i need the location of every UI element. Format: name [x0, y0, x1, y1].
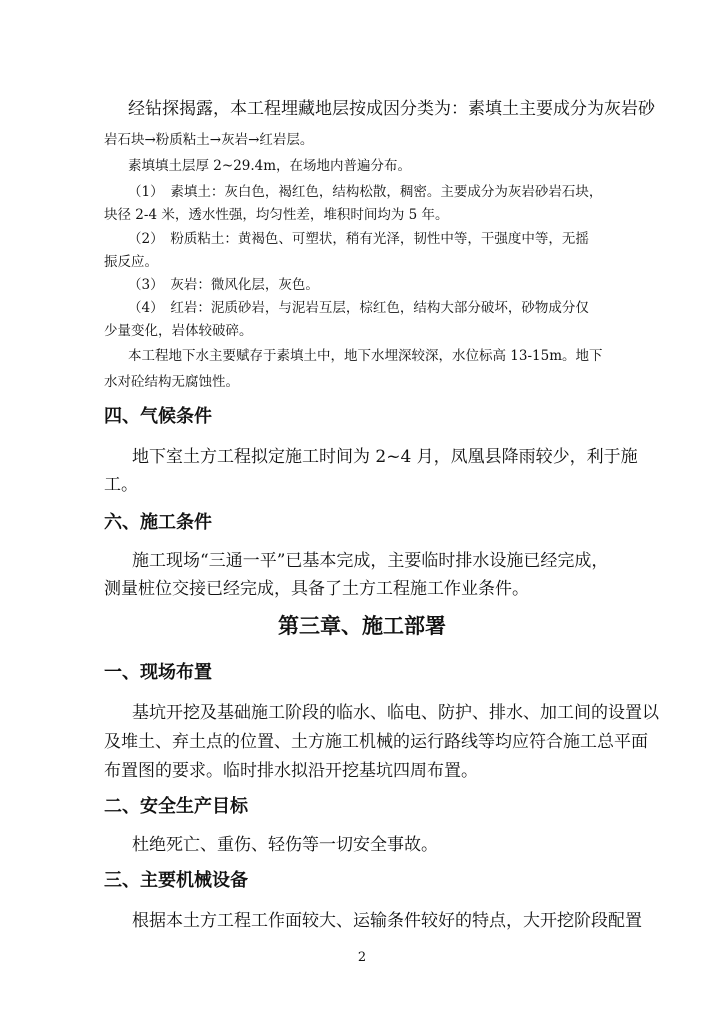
paragraph-line: 根据本土方工程工作面较大、运输条件较好的特点，大开挖阶段配置 — [132, 911, 642, 931]
paragraph-line: （4） 红岩：泥质砂岩，与泥岩互层，棕红色，结构大部分破坏，砂物成分仅 — [128, 300, 589, 316]
paragraph-line: （3） 灰岩：微风化层，灰色。 — [128, 277, 319, 293]
section-heading: 四、气候条件 — [104, 406, 212, 427]
paragraph-line: 少量变化，岩体较破碎。 — [104, 323, 253, 339]
paragraph-line: 及堆土、弃土点的位置、土方施工机械的运行路线等均应符合施工总平面 — [104, 732, 648, 752]
paragraph-line: 杜绝死亡、重伤、轻伤等一切安全事故。 — [132, 835, 438, 855]
section-heading: 三、主要机械设备 — [104, 870, 248, 891]
paragraph-line: 本工程地下水主要赋存于素填土中，地下水埋深较深，水位标高 13-15m。地下 — [128, 348, 603, 364]
paragraph-line: 水对砼结构无腐蚀性。 — [104, 374, 239, 390]
paragraph-line: （1） 素填土：灰白色，褐红色，结构松散，稠密。主要成分为灰岩砂岩石块， — [128, 184, 603, 200]
paragraph-line: 地下室土方工程拟定施工时间为 2~4 月，凤凰县降雨较少，利于施 — [132, 447, 638, 467]
section-heading: 六、施工条件 — [104, 512, 212, 533]
paragraph-line: （2） 粉质粘土：黄褐色、可塑状，稍有光泽，韧性中等，干强度中等，无摇 — [128, 231, 589, 247]
paragraph-line: 施工现场“三通一平”已基本完成，主要临时排水设施已经完成， — [132, 551, 609, 571]
page-number: 2 — [357, 950, 367, 965]
paragraph-line: 工。 — [104, 475, 138, 495]
section-heading: 一、现场布置 — [104, 662, 212, 683]
paragraph-line: 岩石块→粉质粘土→灰岩→红岩层。 — [104, 132, 314, 148]
paragraph-line: 经钻探揭露，本工程埋藏地层按成因分类为：素填土主要成分为灰岩砂 — [128, 99, 655, 119]
section-heading: 二、安全生产目标 — [104, 796, 248, 817]
paragraph-line: 块径 2-4 米，透水性强，均匀性差，堆积时间均为 5 年。 — [104, 207, 449, 223]
paragraph-line: 测量桩位交接已经完成，具备了土方工程施工作业条件。 — [104, 579, 529, 599]
chapter-title: 第三章、施工部署 — [278, 614, 446, 638]
paragraph-line: 素填填土层厚 2~29.4m，在场地内普遍分布。 — [128, 158, 412, 174]
paragraph-line: 布置图的要求。临时排水拟沿开挖基坑四周布置。 — [104, 761, 478, 781]
paragraph-line: 基坑开挖及基础施工阶段的临水、临电、防护、排水、加工间的设置以 — [132, 703, 659, 723]
paragraph-line: 振反应。 — [104, 254, 158, 270]
